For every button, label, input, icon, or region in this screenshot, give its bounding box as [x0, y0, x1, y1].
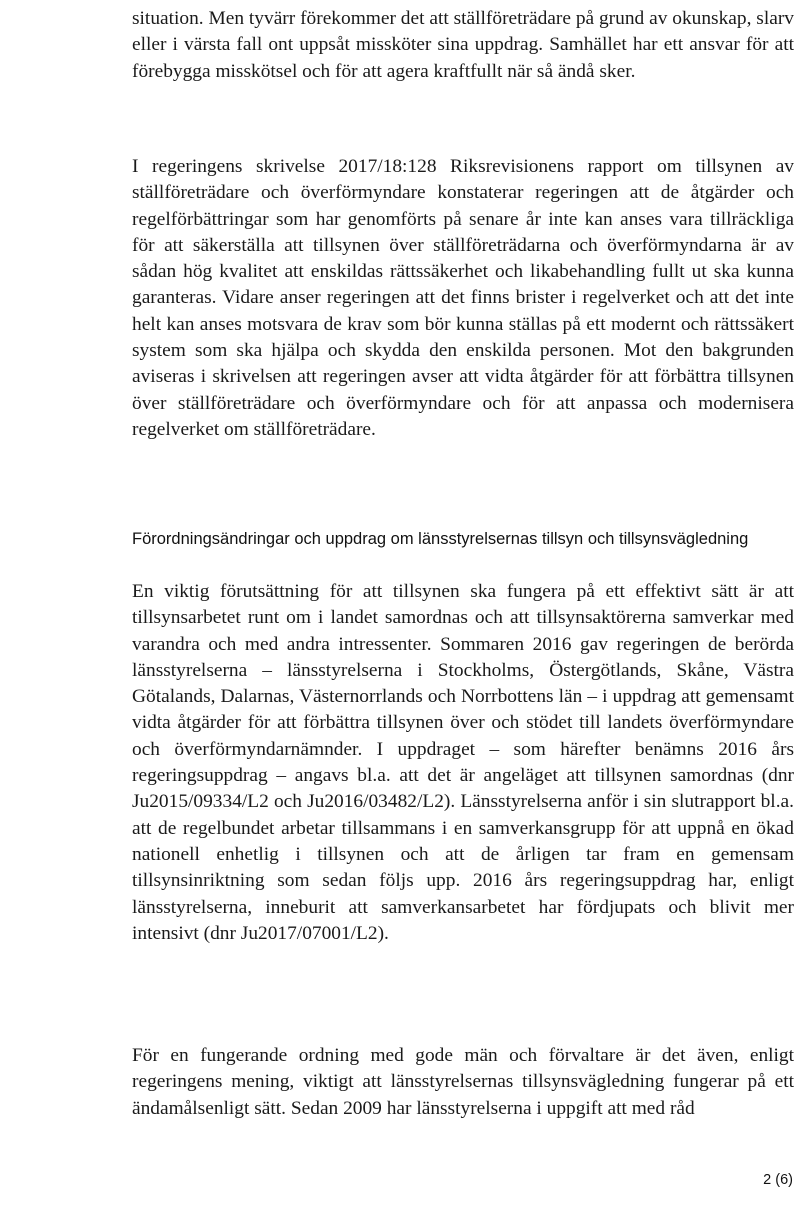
- paragraph-skrivelse: I regeringens skrivelse 2017/18:128 Riksrevisionens rapport om tillsynen av ställföreträdare och överförmyndare konstaterar regeringen att de åtgärder och regelförbättringar som har genomförts på senare år inte kan anses vara tillräckliga för att säkerställa att tillsynen över ställföreträdarna och överförmyndarna är av sådan hög kvalitet att enskildas rättssäkerhet och likabehandling fullt ut ska kunna garanteras. Vidare anser regeringen att det finns brister i regelverket och att det inte helt kan anses motsvara de krav som bör kunna ställas på ett modernt och rättssäkert system som ska hjälpa och skydda den enskilda personen. Mot den bakgrunden aviseras i skrivelsen att regeringen avser att vidta åtgärder för att förbättra tillsynen över ställföreträdare och överförmyndare och för att anpassa och modernisera regelverket om ställföreträdare.: [132, 156, 794, 440]
- section-heading: Förordningsändringar och uppdrag om länsstyrelsernas tillsyn och tillsynsvägledning: [132, 530, 749, 548]
- page-number: 2 (6): [763, 1172, 793, 1188]
- paragraph-tillsynsvagledning: För en fungerande ordning med gode män och förvaltare är det även, enligt regeringens mening, viktigt att länsstyrelsernas tillsynsvägledning fungerar på ett ändamålsenligt sätt. Sedan 2009 har länsstyrelserna i uppgift att med råd: [132, 1045, 794, 1119]
- paragraph-situation: situation. Men tyvärr förekommer det att ställföreträdare på grund av okunskap, slarv eller i värsta fall ont uppsåt missköter sina uppdrag. Samhället har ett ansvar för att förebygga misskötsel och för att agera kraftfullt när så ändå sker.: [132, 8, 794, 82]
- paragraph-forutsattning: En viktig förutsättning för att tillsynen ska fungera på ett effektivt sätt är att tillsynsarbetet runt om i landet samordnas och att tillsynsaktörerna samverkar med varandra och med andra intressenter. Sommaren 2016 gav regeringen de berörda länsstyrelserna – länsstyrelserna i Stockholms, Östergötlands, Skåne, Västra Götalands, Dalarnas, Västernorrlands och Norrbottens län – i uppdrag att gemensamt vidta åtgärder för att förbättra tillsynen över och stödet till landets överförmyndare och överförmyndarnämnder. I uppdraget – som härefter benämns 2016 års regeringsuppdrag – angavs bl.a. att det är angeläget att tillsynen samordnas (dnr Ju2015/09334/L2 och Ju2016/03482/L2). Länsstyrelserna anför i sin slutrapport bl.a. att de regelbundet arbetar tillsammans i en samverkansgrupp för att uppnå en ökad nationell enhetlig i tillsynen och att de årligen tar fram en gemensam tillsynsinriktning som sedan följs upp. 2016 års regeringsuppdrag har, enligt länsstyrelserna, inneburit att samverkansarbetet har fördjupats och blivit mer intensivt (dnr Ju2017/07001/L2).: [132, 581, 794, 944]
